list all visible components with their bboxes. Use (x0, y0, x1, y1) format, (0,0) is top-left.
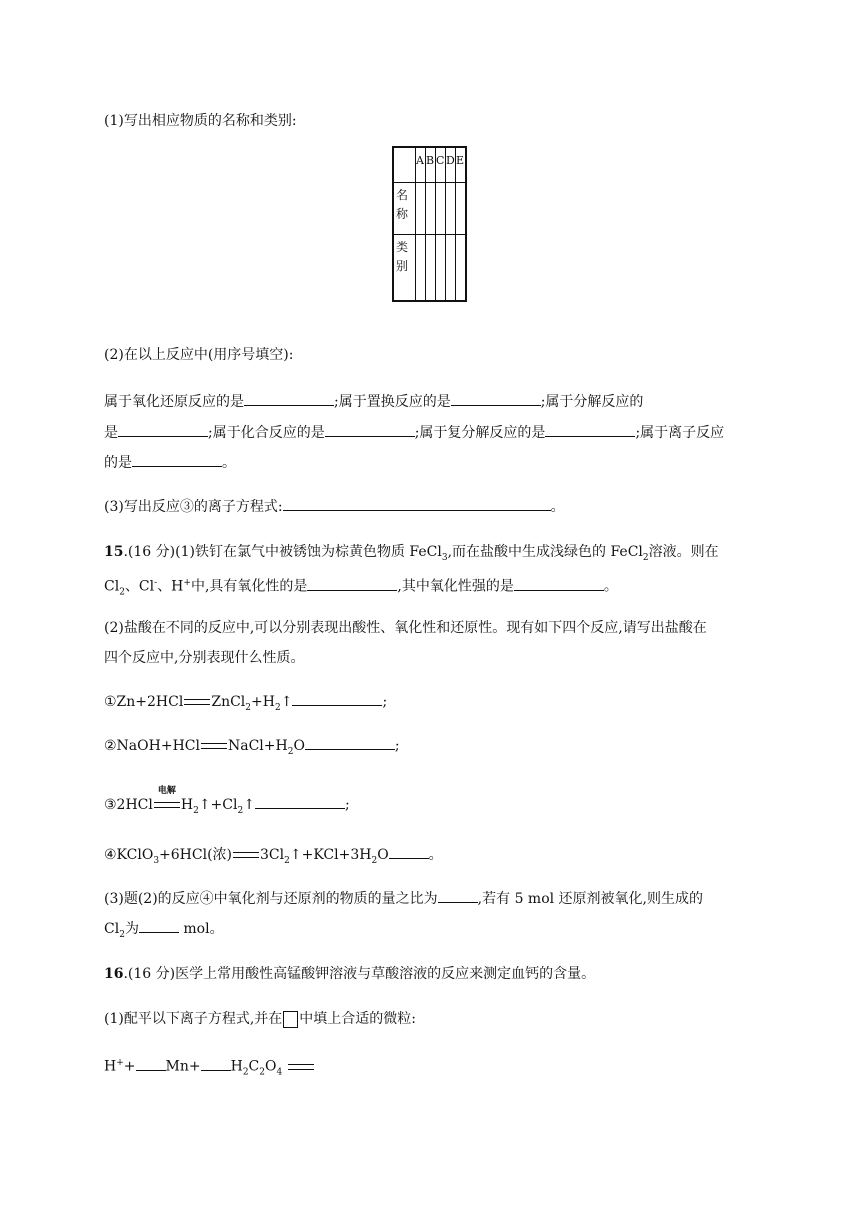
answer-blank[interactable] (451, 393, 541, 406)
equals-sign (233, 852, 259, 858)
table-cell[interactable] (426, 183, 436, 235)
q15-part3-line2: $Cl_2$为 mol。 (104, 921, 224, 940)
answer-blank[interactable] (292, 693, 382, 706)
q15-line2: $Cl_2$、Cl-、H+中,具有氧化性的是 ,其中氧化性强的是 。 (104, 578, 618, 598)
answer-blank[interactable] (305, 737, 395, 750)
equals-sign (201, 743, 227, 749)
answer-blank[interactable] (132, 454, 222, 467)
table-corner-cell (393, 147, 416, 183)
q16-equation: $H^++ Mn+ H_2C_2O_4$ (104, 1054, 315, 1081)
q15-part3-line1: (3)题(2)的反应④中氧化剂与还原剂的物质的量之比为 ,若有 5 mol 还原剂被氧化,则生成的 (104, 891, 704, 907)
q14-part2-line1: 属于氧化还原反应的是 ;属于置换反应的是 ;属于分解反应的 (104, 394, 644, 410)
table-row-type-label: 类 别 (393, 235, 416, 302)
q15-part2-line1: (2)盐酸在不同的反应中,可以分别表现出酸性、氧化性和还原性。现有如下四个反应,请写出盐酸在 (104, 620, 707, 636)
equals-sign (288, 1064, 314, 1070)
answer-blank[interactable] (139, 920, 179, 933)
table-cell[interactable] (436, 183, 446, 235)
table-cell[interactable] (446, 183, 456, 235)
answer-blank[interactable] (325, 424, 415, 437)
electrolysis-label: 电解 (157, 786, 176, 796)
q14-part1: (1)写出相应物质的名称和类别: (104, 113, 297, 129)
q15-reaction-2: ②NaOH+HCl $NaCl+H_2O$ ; (104, 738, 400, 757)
table-cell[interactable] (446, 235, 456, 302)
table-cell[interactable] (456, 183, 467, 235)
electrolysis-sign (153, 786, 181, 814)
answer-blank[interactable] (255, 796, 345, 809)
table-header-e: E (456, 147, 467, 183)
table-row-name-label: 名 称 (393, 183, 416, 235)
equals-sign (154, 802, 180, 808)
answer-blank[interactable] (438, 890, 478, 903)
answer-blank[interactable] (307, 578, 397, 591)
table-cell[interactable] (416, 183, 426, 235)
q14-part2-line2: 是 ;属于化合反应的是 ;属于复分解反应的是 ;属于离子反应 (104, 425, 725, 441)
table-cell[interactable] (436, 235, 446, 302)
answer-blank[interactable] (389, 846, 429, 859)
answer-blank[interactable] (283, 498, 551, 511)
answer-blank[interactable] (514, 578, 604, 591)
q16-part1: (1)配平以下离子方程式,并在 中填上合适的微粒: (104, 1011, 416, 1027)
answer-blank[interactable] (118, 424, 208, 437)
answer-blank[interactable] (201, 1058, 231, 1071)
q15-reaction-3: ③2HCl 电解 $H_2↑+Cl_2↑$ ; (104, 796, 350, 820)
table-header-a: A (416, 147, 426, 183)
name-category-table (392, 146, 467, 302)
table-header-b: B (426, 147, 436, 183)
equals-sign (184, 699, 210, 705)
q15-line1: 15.(16 分)(1)铁钉在氯气中被锈蚀为棕黄色物质 FeCl$_3$,而在盐酸中生成浅绿色的 FeCl$_2$溶液。则在 (104, 544, 719, 563)
answer-blank[interactable] (244, 393, 334, 406)
table-cell[interactable] (416, 235, 426, 302)
answer-blank[interactable] (136, 1058, 166, 1071)
q14-part2-line3: 的是 。 (104, 455, 236, 471)
q15-reaction-1: ①Zn+2HCl $ZnCl_2+H_2↑$ ; (104, 694, 388, 713)
q15-reaction-4: ④KClO$_3$+6HCl(浓) $3Cl_2↑+KCl+3H_2O$ 。 (104, 847, 443, 866)
table-cell[interactable] (426, 235, 436, 302)
answer-box[interactable] (283, 1011, 298, 1028)
table-header-c: C (436, 147, 446, 183)
q14-part2: (2)在以上反应中(用序号填空): (104, 347, 294, 363)
table-header-d: D (446, 147, 456, 183)
q14-part3: (3)写出反应③的离子方程式: 。 (104, 499, 565, 515)
q15-part2-line2: 四个反应中,分别表现什么性质。 (104, 650, 305, 666)
q16-line1: 16.(16 分)医学上常用酸性高锰酸钾溶液与草酸溶液的反应来测定血钙的含量。 (104, 966, 596, 982)
table-cell[interactable] (456, 235, 467, 302)
answer-blank[interactable] (545, 424, 635, 437)
